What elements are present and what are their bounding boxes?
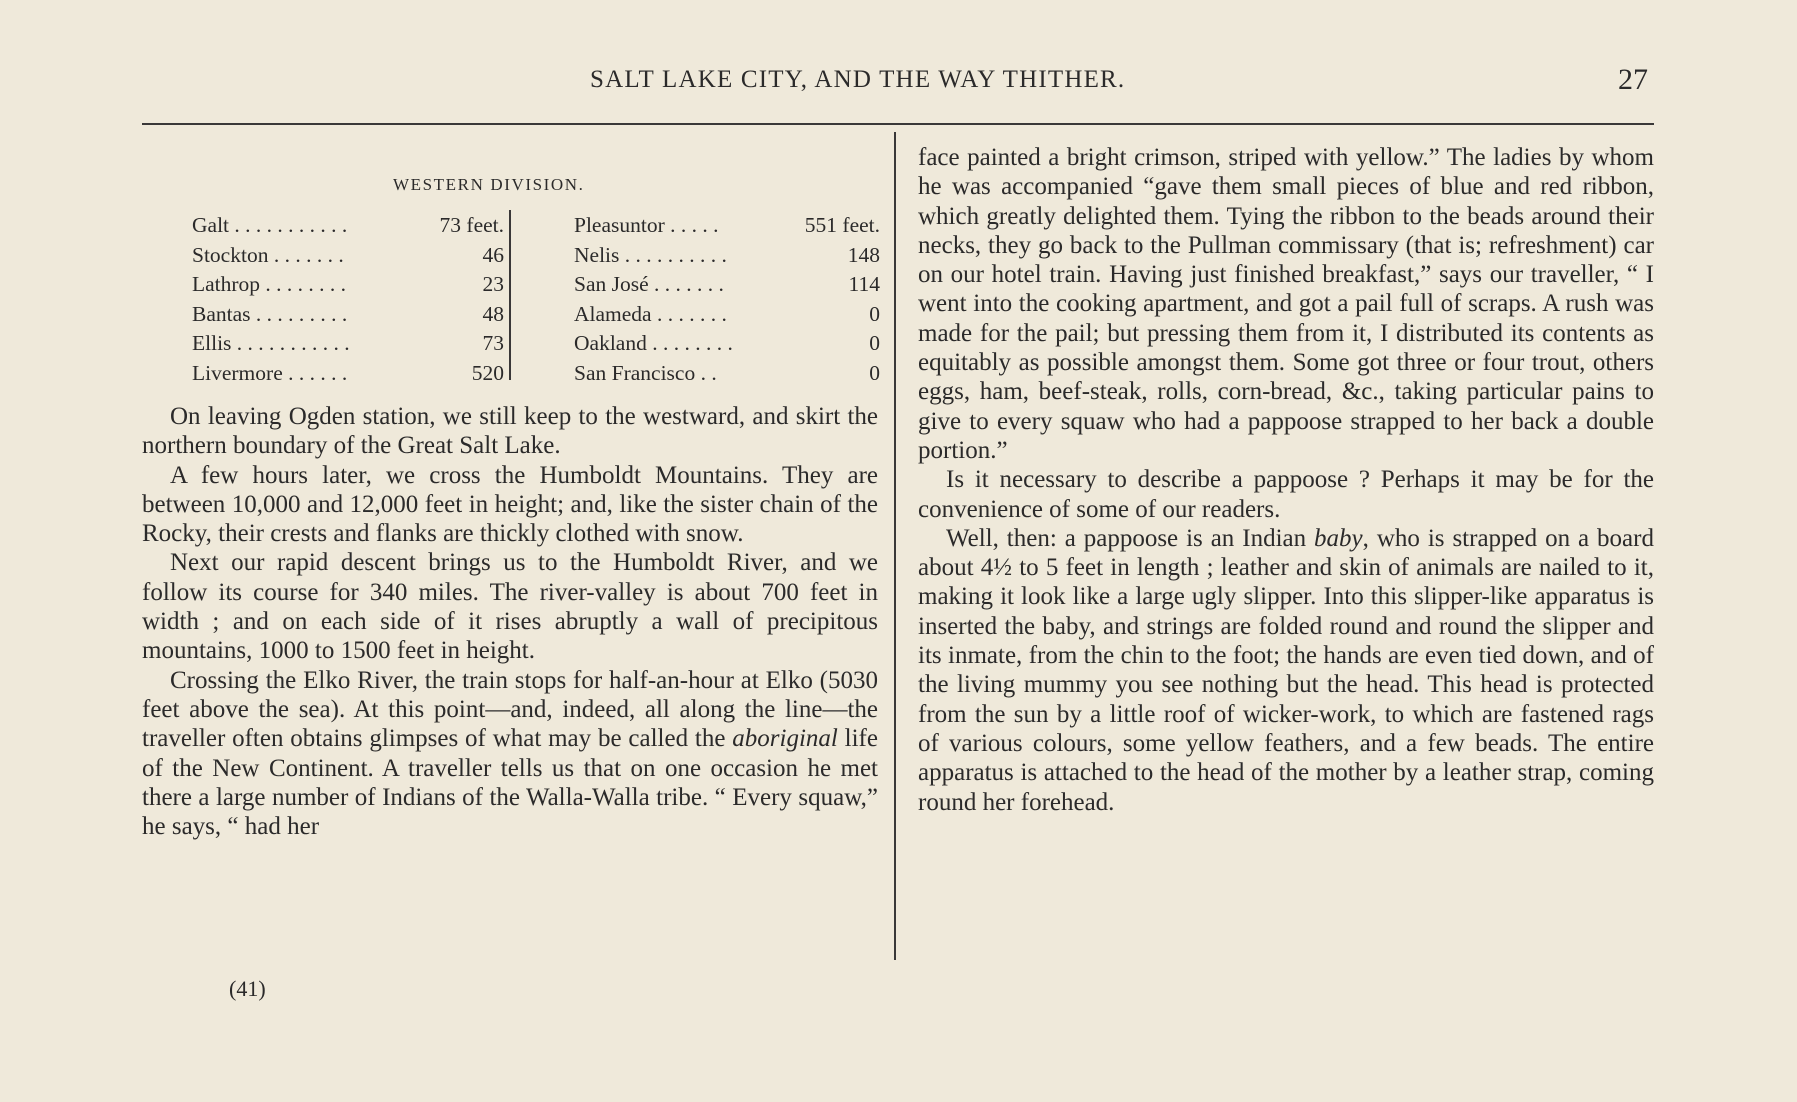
signature-mark: (41) xyxy=(229,976,266,1001)
station-row xyxy=(574,300,880,330)
station-row xyxy=(574,211,880,241)
station-row xyxy=(574,329,880,359)
right-column xyxy=(918,143,1654,817)
station-row xyxy=(574,270,880,300)
station-row xyxy=(192,241,504,271)
page-number: 27 xyxy=(1618,63,1648,96)
station-name: Ellis . . . . . . . . . . . xyxy=(192,331,350,355)
station-altitude: 520 xyxy=(471,360,504,385)
station-altitude: 551 feet. xyxy=(804,213,880,237)
station-name: Oakland . . . . . . . . xyxy=(574,331,733,355)
station-table-left xyxy=(192,211,504,388)
header-rule xyxy=(142,123,1654,125)
station-row xyxy=(574,359,880,389)
paragraph xyxy=(918,524,1654,817)
station-name: San Francisco . . xyxy=(574,360,717,385)
station-name: San José . . . . . . . xyxy=(574,272,724,296)
station-name: Livermore . . . . . . xyxy=(192,360,348,385)
station-altitude: 46 xyxy=(482,242,504,267)
station-altitude: 23 xyxy=(482,272,504,296)
paragraph: face painted a bright crimson, striped with yellow.” The ladies by whom he was accompanied “gave them small pieces of blue and red ribbon, which greatly delighted them. Tying the ribbon to the beads around their necks, they go back to the Pullman commissary (that is; refreshment) car on our hotel train. Having just finished breakfast,” says our traveller, “ I went into the cooking apartment, and got a pail full of scraps. A rush was made for the pail; but pressing them from it, I distributed its contents as equitably as possible amongst them. Some got three or four trout, others eggs, ham, beef-steak, rolls, corn-bread, &c., taking particular pains to give to every squaw who had a pappoose strapped to her back a double portion.” xyxy=(918,144,1654,464)
paragraph xyxy=(142,666,878,842)
paragraph: A few hours later, we cross the Humboldt Mountains. They are between 10,000 and 12,000 feet in height; and, like the sister chain of the Rocky, their crests and flanks are thickly clothed with snow. xyxy=(142,461,878,548)
text-span: , who is strapped on a board about 4½ to 5 feet in length ; leather and skin of animals are nailed to it, making it look like a large ugly slipper. Into this slipper-like apparatus is inserted the baby, and strings are folded round and round the slipper and its inmate, from the chin to the foot; the hands are even tied down, and of the living mummy you see nothing but the head. This head is protected from the sun by a little roof of wicker-work, to which are fastened rags of various colours, some yellow feathers, and a few beads. The entire apparatus is attached to the head of the mother by a leather strap, coming round her forehead. xyxy=(918,524,1654,816)
emphasis: aboriginal xyxy=(732,725,838,753)
paragraph: On leaving Ogden station, we still keep to the westward, and skirt the northern boundary of the Great Salt Lake. xyxy=(142,403,878,460)
station-altitude: 73 xyxy=(482,331,504,355)
station-row xyxy=(192,211,504,241)
station-row xyxy=(192,270,504,300)
station-name: Lathrop . . . . . . . . xyxy=(192,272,347,296)
station-name: Nelis . . . . . . . . . . xyxy=(574,242,727,267)
paragraph: Next our rapid descent brings us to the Humboldt River, and we follow its course for 340 miles. The river-valley is about 700 feet in width ; and on each side of it rises abruptly a wall of precipitous mountains, 1000 to 1500 feet in height. xyxy=(142,549,878,665)
station-altitude: 0 xyxy=(869,331,880,355)
station-altitude: 73 feet. xyxy=(439,213,504,237)
station-altitude: 0 xyxy=(869,301,880,326)
station-altitude: 48 xyxy=(482,301,504,326)
station-row xyxy=(192,329,504,359)
station-row xyxy=(192,359,504,389)
station-altitude: 0 xyxy=(869,360,880,385)
left-column xyxy=(142,402,878,841)
station-name: Pleasuntor . . . . . xyxy=(574,213,719,237)
station-name: Galt . . . . . . . . . . . xyxy=(192,213,348,237)
table-title: WESTERN DIVISION. xyxy=(393,175,585,194)
table-divider xyxy=(509,210,511,380)
station-row xyxy=(192,300,504,330)
emphasis: baby xyxy=(1314,524,1363,552)
station-name: Stockton . . . . . . . xyxy=(192,242,344,267)
paragraph: Is it necessary to describe a pappoose ? Perhaps it may be for the convenience of some of our readers. xyxy=(918,466,1654,523)
running-head: SALT LAKE CITY, AND THE WAY THITHER. xyxy=(590,66,1126,93)
station-name: Alameda . . . . . . . xyxy=(574,301,727,326)
station-altitude: 114 xyxy=(848,272,880,296)
text-span: life of the New Continent. A traveller tells us that on one occasion he met there a large number of Indians of the Walla-Walla tribe. “ Every squaw,” he says, “ had her xyxy=(142,725,878,841)
station-table-right xyxy=(574,211,880,388)
station-altitude: 148 xyxy=(847,242,880,267)
station-row xyxy=(574,241,880,271)
column-divider xyxy=(894,132,896,960)
text-span: Well, then: a pappoose is an Indian xyxy=(946,524,1315,552)
text-span: Crossing the Elko River, the train stops for half-an-hour at Elko (5030 feet above the sea). At this point—and, indeed, all along the line—the traveller often obtains glimpses of what may be called the xyxy=(142,666,878,753)
station-name: Bantas . . . . . . . . . xyxy=(192,301,348,326)
